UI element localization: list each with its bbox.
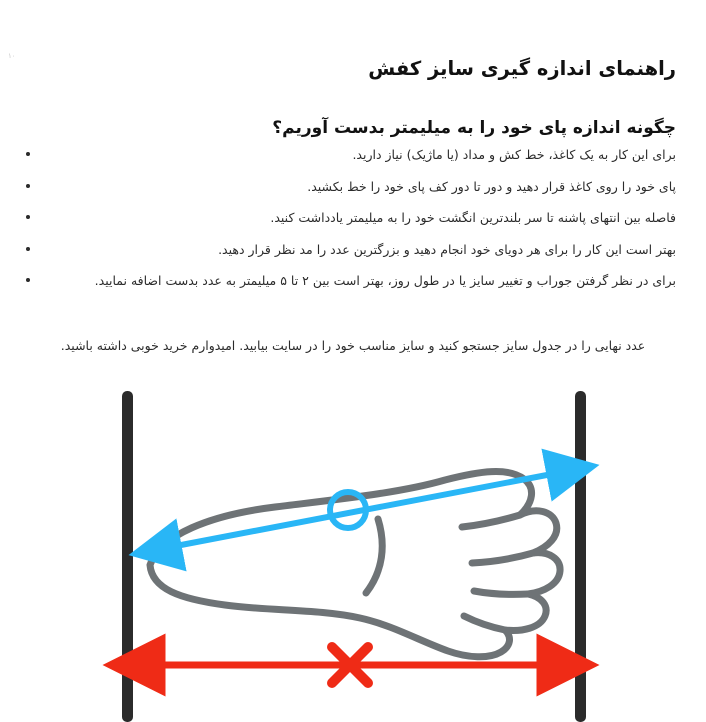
bullet-icon: [26, 278, 30, 282]
list-item: [26, 211, 676, 225]
corner-page-mark: ١٠: [8, 52, 16, 60]
bullet-icon: [26, 215, 30, 219]
bullet-icon: [26, 247, 30, 251]
page-title: راهنمای اندازه گیری سایز کفش: [368, 57, 676, 81]
bullet-icon: [26, 184, 30, 188]
list-item: [26, 180, 676, 194]
closing-note: عدد نهایی را در جدول سایز جستجو کنید و سایز مناسب خود را در سایت بیابید. امیدوارم خرید خوبی داشته باشید.: [60, 337, 646, 353]
measurement-diagram: [0, 375, 706, 722]
list-item-text: بهتر است این کار را برای هر دویای خود انجام دهید و بزرگترین عدد را مد نظر قرار دهید.: [218, 241, 676, 257]
section-subtitle: چگونه اندازه پای خود را به میلیمتر بدست آوریم؟: [272, 118, 676, 139]
list-item: [26, 243, 676, 257]
list-item-text: برای در نظر گرفتن جوراب و تغییر سایز یا در طول روز، بهتر است بین ۲ تا ۵ میلیمتر به عدد بدست اضافه نمایید.: [94, 273, 676, 288]
instruction-list: [26, 148, 676, 306]
bullet-icon: [26, 152, 30, 156]
measurement-arrows: [0, 375, 706, 722]
list-item: [26, 148, 676, 162]
list-item: [26, 274, 676, 288]
list-item-text: برای این کار به یک کاغذ، خط کش و مداد (یا ماژیک) نیاز دارید.: [352, 147, 676, 162]
list-item-text: فاصله بین انتهای پاشنه تا سر بلندترین انگشت خود را به میلیمتر یادداشت کنید.: [270, 210, 676, 225]
diagonal-measure-arrow: [155, 470, 573, 550]
list-item-text: پای خود را روی کاغذ قرار دهید و دور تا دور کف پای خود را خط بکشید.: [307, 178, 676, 194]
